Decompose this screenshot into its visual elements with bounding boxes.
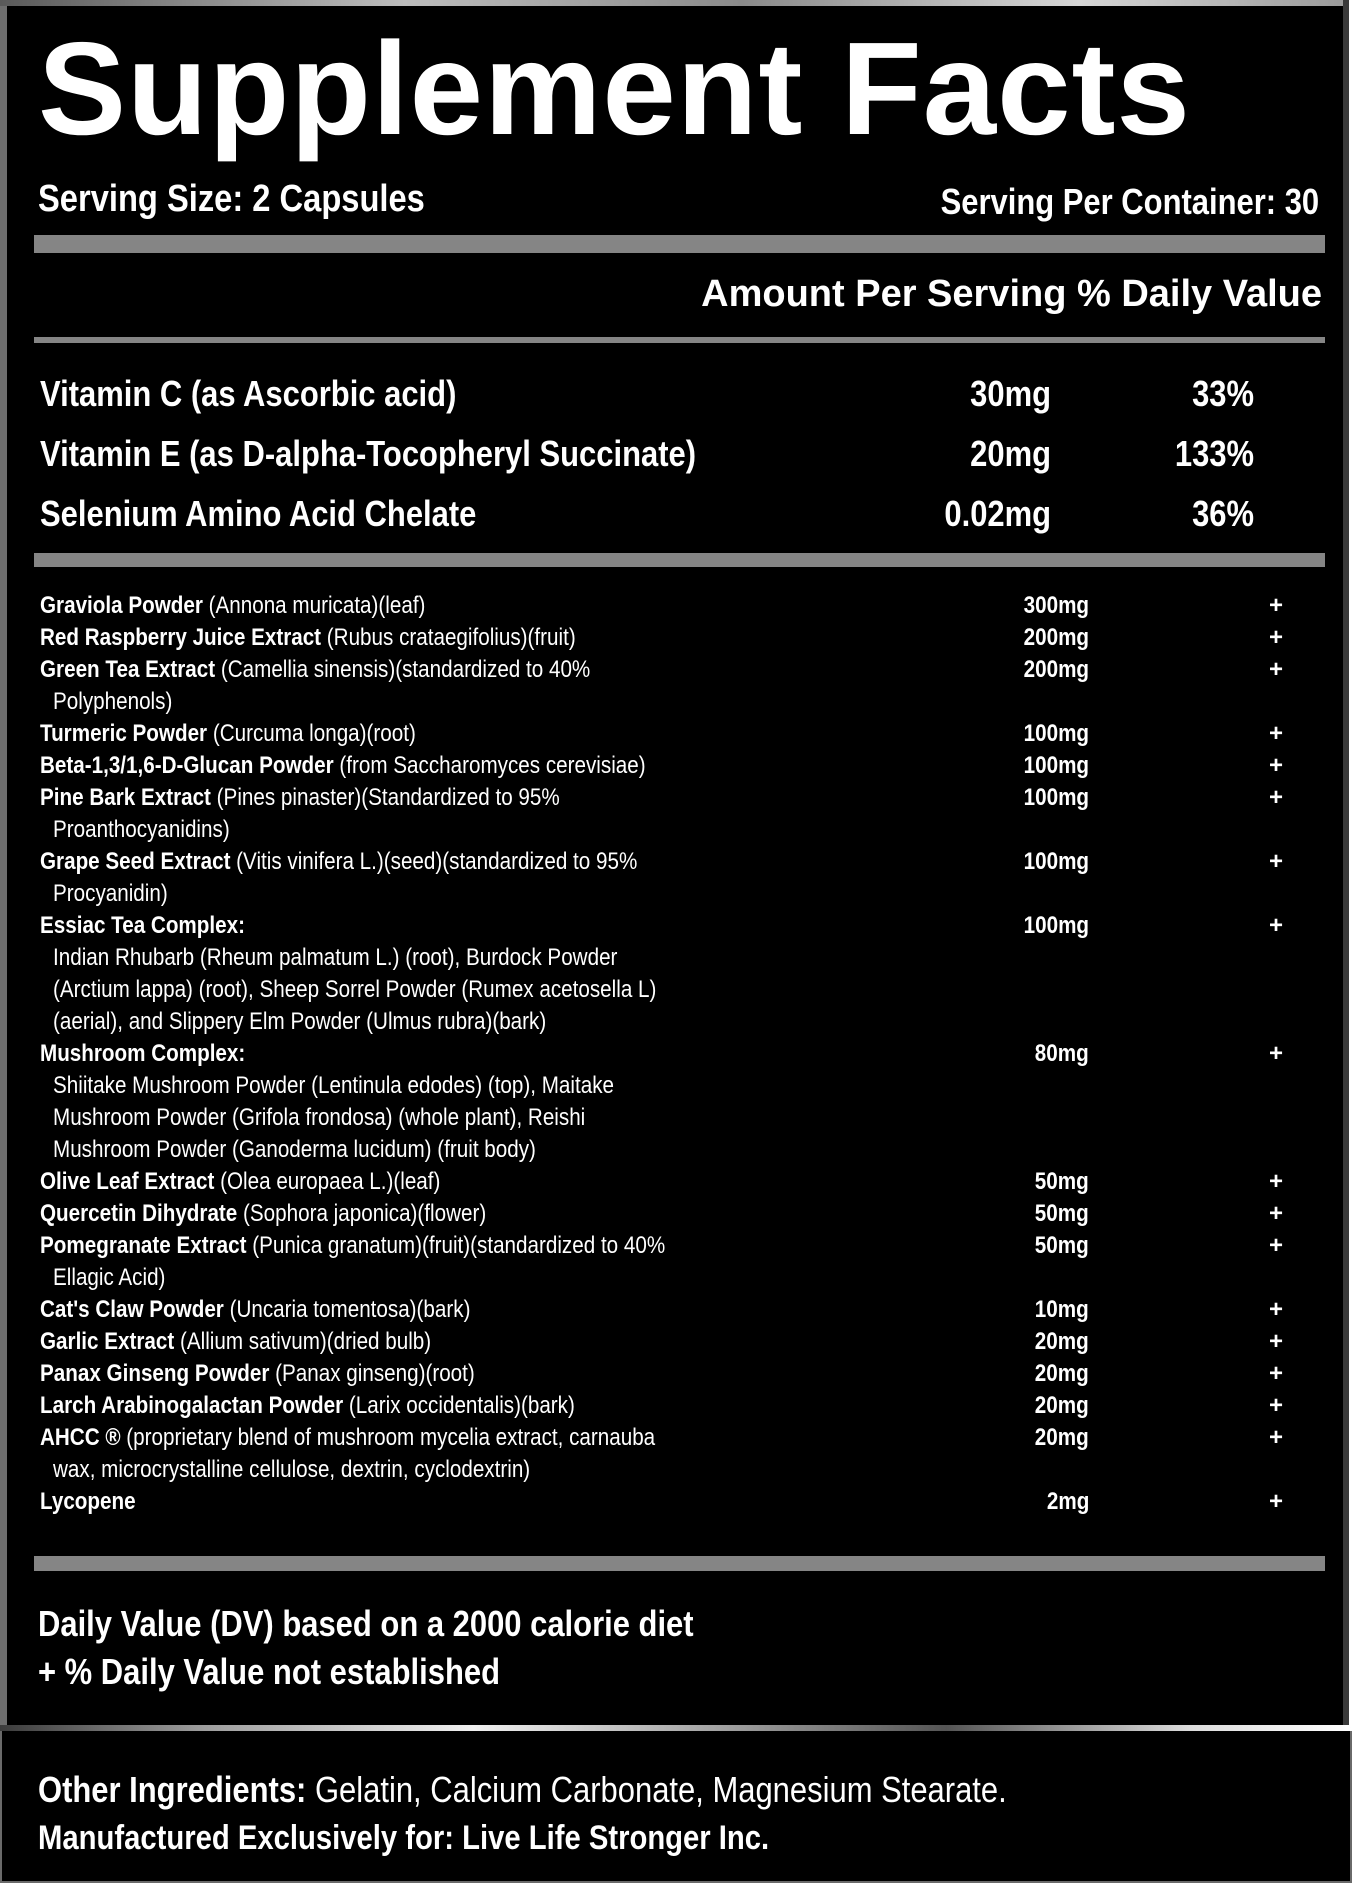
ingredient-amount: 20mg: [1035, 1328, 1089, 1355]
divider-bar-vitamins: [34, 553, 1325, 567]
ingredient-name: Cat's Claw Powder: [40, 1296, 224, 1323]
ingredient-row: [40, 654, 1283, 718]
vitamin-amount: 20mg: [970, 433, 1051, 474]
ingredient-row: [40, 1038, 1283, 1166]
daily-value-note: [38, 1600, 800, 1696]
vitamin-name: Selenium Amino Acid Chelate: [40, 493, 477, 534]
ingredient-detail-continued: Mushroom Powder (Grifola frondosa) (whole plant), Reishi: [53, 1104, 586, 1131]
ingredient-amount: 200mg: [1023, 656, 1089, 683]
ingredient-amount: 50mg: [1035, 1168, 1089, 1195]
ingredient-amount: 10mg: [1035, 1296, 1089, 1323]
amount-per-serving-header: Amount Per Serving % Daily Value: [701, 273, 1322, 315]
ingredient-name: Larch Arabinogalactan Powder: [40, 1392, 344, 1419]
ingredient-row: [40, 1486, 1283, 1518]
ingredient-daily-value: +: [1268, 1200, 1283, 1227]
ingredient-name: Essiac Tea Complex:: [40, 912, 245, 939]
ingredient-daily-value: +: [1268, 1360, 1283, 1387]
ingredient-detail: (Rubus crataegifolius)(fruit): [321, 624, 576, 651]
divider-bar-ingredients: [34, 1556, 1325, 1571]
ingredient-amount: 100mg: [1023, 752, 1089, 779]
ingredient-detail-continued: Ellagic Acid): [53, 1264, 166, 1291]
manufacturer-line: [38, 1816, 888, 1860]
vitamin-row: [40, 432, 1270, 476]
ingredient-amount: 20mg: [1035, 1424, 1089, 1451]
ingredient-amount: 50mg: [1035, 1232, 1089, 1259]
ingredient-row: [40, 782, 1283, 846]
ingredient-name: Green Tea Extract: [40, 656, 216, 683]
ingredient-detail: (Sophora japonica)(flower): [237, 1200, 487, 1227]
dv-note-line-2: + % Daily Value not established: [38, 1651, 500, 1692]
vitamin-amount: 30mg: [970, 373, 1051, 414]
ingredient-row: [40, 1294, 1283, 1326]
vitamin-daily-value: 36%: [1192, 493, 1254, 534]
ingredient-detail-continued: Procyanidin): [53, 880, 168, 907]
vitamin-daily-value: 133%: [1174, 433, 1254, 474]
ingredient-detail: (Larix occidentalis)(bark): [343, 1392, 575, 1419]
manufacturer-text: Manufactured Exclusively for: Live Life Stronger Inc.: [38, 1819, 770, 1857]
ingredient-daily-value: +: [1268, 1040, 1283, 1067]
ingredient-name: Lycopene: [40, 1488, 136, 1515]
ingredient-detail: (Camellia sinensis)(standardized to 40%: [215, 656, 591, 683]
vitamin-amount: 0.02mg: [944, 493, 1051, 534]
ingredient-detail-continued: Indian Rhubarb (Rheum palmatum L.) (root), Burdock Powder: [53, 944, 618, 971]
ingredient-daily-value: +: [1268, 1424, 1283, 1451]
ingredient-detail: (Panax ginseng)(root): [269, 1360, 475, 1387]
divider-bar-thick: [34, 235, 1325, 253]
ingredient-detail: (Olea europaea L.)(leaf): [214, 1168, 441, 1195]
ingredient-daily-value: +: [1268, 784, 1283, 811]
ingredient-daily-value: +: [1268, 752, 1283, 779]
ingredient-daily-value: +: [1268, 592, 1283, 619]
ingredient-amount: 100mg: [1023, 848, 1089, 875]
ingredient-daily-value: +: [1268, 656, 1283, 683]
ingredient-row: [40, 1422, 1283, 1486]
ingredient-amount: 300mg: [1023, 592, 1089, 619]
ingredient-detail-continued: Mushroom Powder (Ganoderma lucidum) (fruit body): [53, 1136, 536, 1163]
ingredient-amount: 100mg: [1023, 912, 1089, 939]
panel-top-border: [0, 0, 1349, 6]
ingredient-name: Beta-1,3/1,6-D-Glucan Powder: [40, 752, 334, 779]
ingredient-amount: 200mg: [1023, 624, 1089, 651]
ingredient-row: [40, 1358, 1283, 1390]
ingredient-detail-continued: Shiitake Mushroom Powder (Lentinula edodes) (top), Maitake: [53, 1072, 615, 1099]
other-ingredients: [38, 1766, 1164, 1814]
ingredient-amount: 50mg: [1035, 1200, 1089, 1227]
divider-bar-thin: [34, 337, 1325, 343]
ingredient-daily-value: +: [1268, 1392, 1283, 1419]
vitamin-name: Vitamin C (as Ascorbic acid): [40, 373, 457, 414]
ingredient-detail: (Uncaria tomentosa)(bark): [223, 1296, 471, 1323]
ingredient-name: AHCC ®: [40, 1424, 121, 1451]
ingredient-detail: (Curcuma longa)(root): [207, 720, 416, 747]
ingredient-name: Grape Seed Extract: [40, 848, 231, 875]
ingredient-row: [40, 846, 1283, 910]
ingredient-name: Pomegranate Extract: [40, 1232, 247, 1259]
ingredient-row: [40, 910, 1283, 1038]
serving-size-text: Serving Size: 2 Capsules: [38, 178, 425, 220]
vitamin-row: [40, 492, 1270, 536]
ingredient-name: Mushroom Complex:: [40, 1040, 246, 1067]
ingredient-name: Red Raspberry Juice Extract: [40, 624, 322, 651]
ingredient-name: Olive Leaf Extract: [40, 1168, 215, 1195]
ingredient-detail: (Allium sativum)(dried bulb): [174, 1328, 432, 1355]
ingredient-amount: 100mg: [1023, 784, 1089, 811]
ingredient-row: [40, 1198, 1283, 1230]
ingredient-detail: (Punica granatum)(fruit)(standardized to 40%: [246, 1232, 666, 1259]
other-ingredients-label: Other Ingredients:: [38, 1769, 307, 1810]
ingredient-detail-continued: wax, microcrystalline cellulose, dextrin, cyclodextrin): [53, 1456, 531, 1483]
panel-right-border: [1343, 0, 1349, 1726]
dv-note-line-1: Daily Value (DV) based on a 2000 calorie diet: [38, 1603, 694, 1644]
servings-per-container-text: Serving Per Container: 30: [940, 181, 1319, 222]
ingredient-amount: 80mg: [1035, 1040, 1089, 1067]
ingredient-name: Graviola Powder: [40, 592, 203, 619]
ingredient-list: [40, 590, 1283, 1518]
ingredient-row: [40, 750, 1283, 782]
ingredient-detail-continued: Polyphenols): [53, 688, 173, 715]
ingredient-daily-value: +: [1268, 624, 1283, 651]
ingredient-daily-value: +: [1268, 1488, 1283, 1515]
label-title: Supplement Facts: [38, 15, 1191, 162]
ingredient-daily-value: +: [1268, 1232, 1283, 1259]
ingredient-row: [40, 1390, 1283, 1422]
servings-per-container: [879, 180, 1319, 224]
ingredient-row: [40, 622, 1283, 654]
ingredient-detail: (Vitis vinifera L.)(seed)(standardized to 95%: [230, 848, 638, 875]
ingredient-detail: (from Saccharomyces cerevisiae): [333, 752, 646, 779]
ingredient-daily-value: +: [1268, 848, 1283, 875]
vitamin-name: Vitamin E (as D-alpha-Tocopheryl Succinate): [40, 433, 697, 474]
ingredient-daily-value: +: [1268, 720, 1283, 747]
ingredient-amount: 100mg: [1023, 720, 1089, 747]
ingredient-amount: 20mg: [1035, 1392, 1089, 1419]
ingredient-daily-value: +: [1268, 912, 1283, 939]
ingredient-name: Garlic Extract: [40, 1328, 175, 1355]
ingredient-name: Quercetin Dihydrate: [40, 1200, 238, 1227]
vitamin-row: [40, 372, 1270, 416]
serving-size: [38, 177, 488, 221]
ingredient-detail-continued: (Arctium lappa) (root), Sheep Sorrel Powder (Rumex acetosella L): [53, 976, 657, 1003]
ingredient-detail: (Annona muricata)(leaf): [202, 592, 426, 619]
ingredient-detail: (proprietary blend of mushroom mycelia extract, carnauba: [120, 1424, 656, 1451]
ingredient-detail-continued: Proanthocyanidins): [53, 816, 230, 843]
ingredient-row: [40, 590, 1283, 622]
ingredient-name: Turmeric Powder: [40, 720, 208, 747]
ingredient-detail: (Pines pinaster)(Standardized to 95%: [210, 784, 560, 811]
ingredient-daily-value: +: [1268, 1168, 1283, 1195]
ingredient-amount: 20mg: [1035, 1360, 1089, 1387]
ingredient-row: [40, 1166, 1283, 1198]
ingredient-name: Pine Bark Extract: [40, 784, 211, 811]
ingredient-row: [40, 1230, 1283, 1294]
ingredient-amount: 2mg: [1046, 1488, 1089, 1515]
ingredient-detail-continued: (aerial), and Slippery Elm Powder (Ulmus rubra)(bark): [53, 1008, 547, 1035]
ingredient-row: [40, 1326, 1283, 1358]
ingredient-row: [40, 718, 1283, 750]
ingredient-daily-value: +: [1268, 1296, 1283, 1323]
other-ingredients-list: Gelatin, Calcium Carbonate, Magnesium Stearate.: [306, 1769, 1007, 1810]
vitamin-daily-value: 33%: [1192, 373, 1254, 414]
ingredient-name: Panax Ginseng Powder: [40, 1360, 270, 1387]
ingredient-daily-value: +: [1268, 1328, 1283, 1355]
